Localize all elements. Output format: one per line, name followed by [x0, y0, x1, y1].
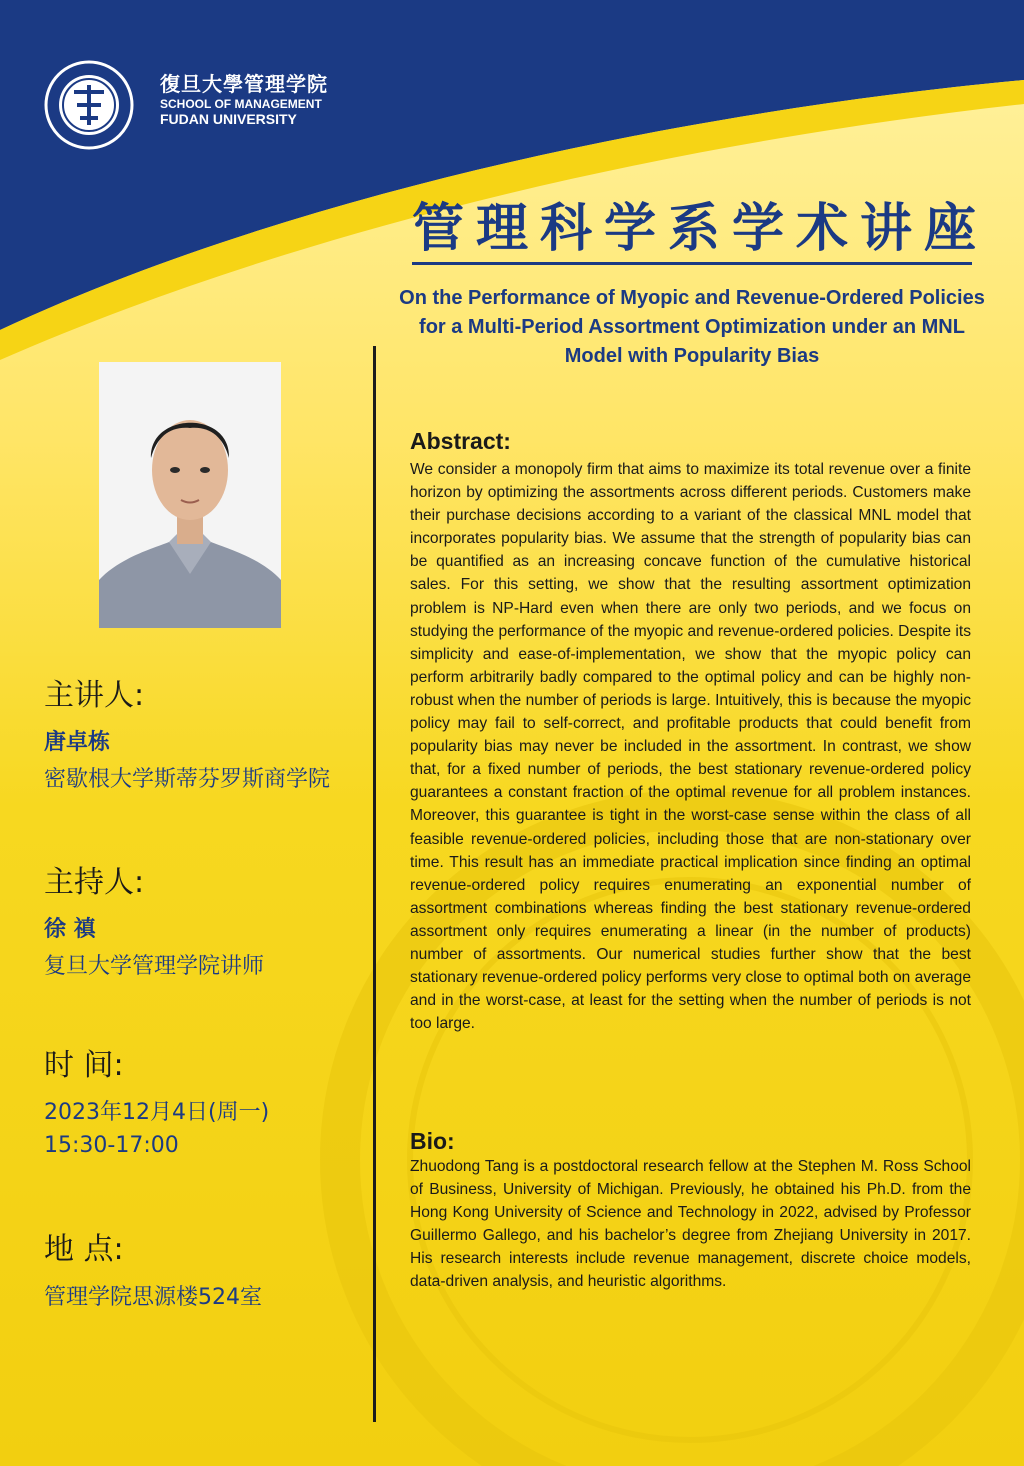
bio-heading: Bio: [410, 1128, 455, 1154]
talk-title: On the Performance of Myopic and Revenue-Ordered Policies for a Multi-Period Assortment Optimization under an MNL Model with Popularity Bias [399, 287, 985, 367]
event-venue: 管理学院思源楼524室 [44, 1285, 262, 1310]
vertical-divider [373, 346, 376, 1422]
abstract-text: We consider a monopoly firm that aims to maximize its total revenue over a finite horizon by optimizing the assortments across different periods. Customers make their purchase decisions according to a variant of the classical MNL model that incorporates popularity bias. We assume that the strength of popularity bias can be quantified as an increasing concave function of the cumulative historical sales. For this setting, we show that the resulting assortment optimization problem is NP-Hard even when there are only two periods, and we focus on studying the performance of the myopic and revenue-ordered policies. Despite its simplicity and ease-of-implementation, we show that the myopic policy can perform arbitrarily badly compared to the optimal policy and can be highly non-robust when the number of periods is large. Intuitively, this is because the myopic policy may fail to self-correct, and profitable products that could benefit from popularity bias may never be included in the assortment. In contrast, we show that, for a fixed number of periods, the best stationary revenue-ordered policy guarantees a constant fraction of the optimal revenue for all problem instances. Moreover, this guarantee is tight in the worst-case sense within the class of all feasible revenue-ordered policies, including those that are non-stationary over time. This result has an immediate practical implication since finding an optimal revenue-ordered policy requires enumerating an exponential number of assortment combinations whereas finding the best stationary revenue-ordered assortment only requires enumerating a linear (in the number of products) number of assortments. Our numerical studies further show that the best stationary revenue-ordered policy performs very close to optimal both on average and in the worst-case, at least for the setting when the number of periods is not too large. [410, 461, 971, 1033]
fudan-emblem-icon [44, 60, 134, 150]
location-label: 地 点: [44, 1232, 124, 1267]
host-name: 徐 禛 [44, 917, 96, 942]
poster-title: 管理科学系学术讲座 [412, 199, 989, 259]
speaker-name: 唐卓栋 [44, 730, 111, 755]
school-name-english-1: SCHOOL OF MANAGEMENT [160, 97, 322, 111]
school-name-chinese: 復旦大學管理学院 [160, 72, 328, 96]
host-label: 主持人: [44, 865, 145, 900]
time-label: 时 间: [44, 1048, 124, 1083]
title-divider [412, 262, 972, 265]
event-hours: 15:30-17:00 [44, 1133, 179, 1158]
host-affiliation: 复旦大学管理学院讲师 [44, 954, 265, 979]
speaker-affiliation: 密歇根大学斯蒂芬罗斯商学院 [44, 767, 331, 792]
speaker-photo [99, 362, 281, 628]
school-logo-text [160, 68, 328, 127]
abstract-heading: Abstract: [410, 428, 511, 454]
school-name-english-2: FUDAN UNIVERSITY [160, 111, 297, 127]
event-date: 2023年12月4日(周一) [44, 1100, 270, 1125]
speaker-label: 主讲人: [44, 678, 145, 713]
bio-text: Zhuodong Tang is a postdoctoral research fellow at the Stephen M. Ross School of Business, University of Michigan. Previously, he obtained his Ph.D. from the Hong Kong University of Science and Technology in 2022, advised by Professor Guillermo Gallego, and his bachelor’s degree from Zhejiang University in 2017. His research interests include revenue management, discrete choice models, data-driven analysis, and heuristic algorithms. [410, 1158, 971, 1291]
